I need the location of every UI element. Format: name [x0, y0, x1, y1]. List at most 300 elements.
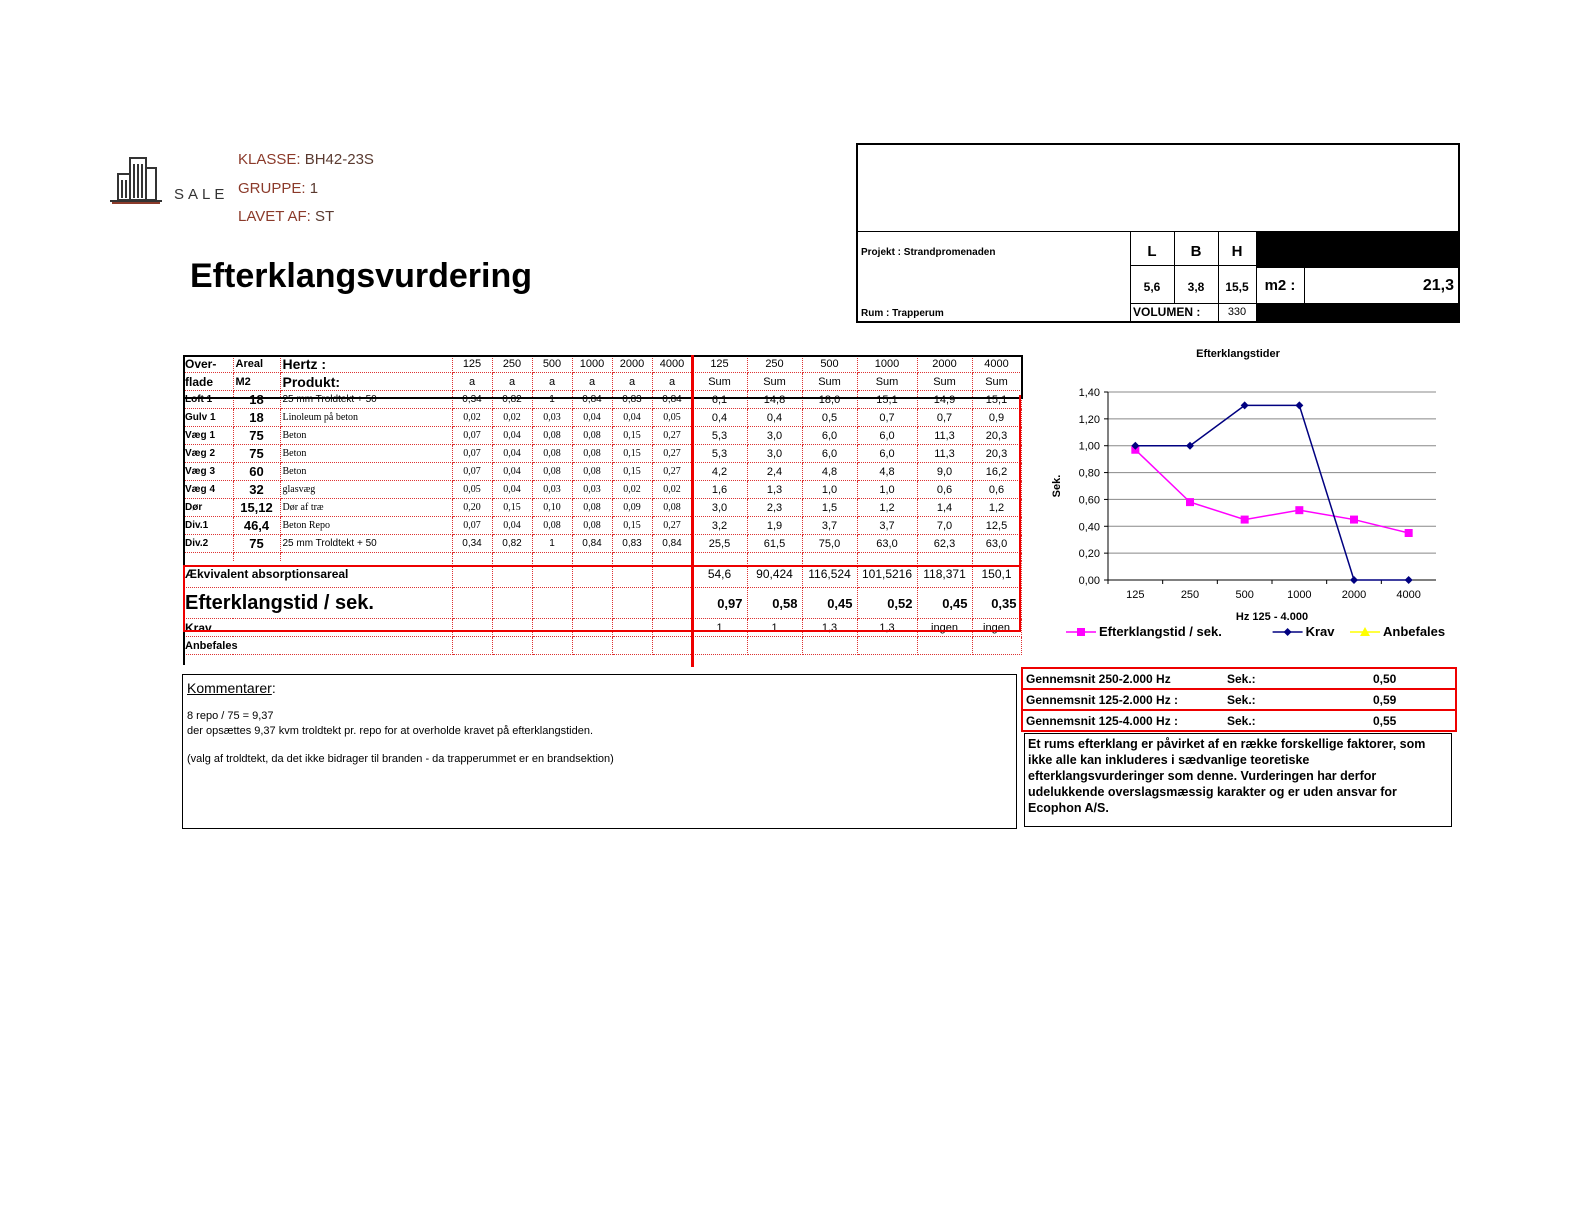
absorption-coefficient: 0,07 [452, 463, 492, 481]
table-cell [747, 553, 802, 562]
absorption-coefficient: 0,02 [452, 409, 492, 427]
sum-header: Sum [972, 373, 1021, 391]
spacer-row [183, 553, 1021, 562]
absorption-sum: 9,0 [917, 463, 972, 481]
absorption-coefficient: 0,27 [652, 517, 692, 535]
table-cell [492, 619, 532, 637]
absorption-coefficient: 0,84 [652, 391, 692, 409]
x-axis-label: Hz 125 - 4.000 [1235, 611, 1309, 623]
average-value: 0,55 [1373, 713, 1397, 728]
surface-area: 60 [233, 463, 280, 481]
absorption-sum: 75,0 [802, 535, 857, 553]
table-cell [492, 553, 532, 562]
col-header-m2: M2 [233, 373, 280, 391]
absorption-sum: 0,4 [747, 409, 802, 427]
absorption-sum: 18,0 [802, 391, 857, 409]
table-cell [612, 553, 652, 562]
x-tick-label: 4000 [1396, 589, 1421, 601]
surface-name: Div.2 [183, 535, 233, 553]
table-cell [917, 637, 972, 655]
absorption-sum: 6,0 [857, 427, 917, 445]
room-name: Rum : Trapperum [861, 308, 944, 319]
surface-name: Dør [183, 499, 233, 517]
reverberation-time-value: 0,58 [747, 588, 802, 619]
absorption-coefficient: 0,07 [452, 517, 492, 535]
y-tick-label: 0,60 [1078, 494, 1100, 507]
comments-title-line [187, 680, 276, 696]
absorption-coefficient: 0,04 [572, 409, 612, 427]
H-label: H [1231, 243, 1243, 260]
requirement-row [183, 619, 1021, 637]
absorption-sum: 0,4 [692, 409, 747, 427]
requirement-value: 1 [747, 619, 802, 637]
table-cell [452, 637, 492, 655]
freq-header-sum: 2000 [917, 355, 972, 373]
average-unit: Sek.: [1227, 713, 1256, 728]
absorption-sum: 11,3 [917, 427, 972, 445]
data-point [1295, 401, 1303, 409]
surface-area: 32 [233, 481, 280, 499]
a-header: a [492, 373, 532, 391]
absorption-sum: 15,1 [972, 391, 1021, 409]
y-tick-label: 1,00 [1078, 440, 1100, 453]
y-tick-label: 1,40 [1078, 387, 1100, 399]
volumen-value: 330 [1227, 306, 1247, 318]
absorption-coefficient: 0,04 [492, 445, 532, 463]
surface-product: Dør af træ [280, 499, 452, 517]
freq-header-a: 125 [452, 355, 492, 373]
absorption-coefficient: 0,08 [572, 463, 612, 481]
equivalent-absorption-row [183, 561, 1021, 588]
table-cell [572, 619, 612, 637]
absorption-sum: 5,3 [692, 445, 747, 463]
absorption-sum: 14,8 [747, 391, 802, 409]
equivalent-absorption-value: 101,5216 [857, 561, 917, 588]
absorption-coefficient: 0,15 [492, 499, 532, 517]
absorption-sum: 1,4 [917, 499, 972, 517]
absorption-coefficient: 0,04 [492, 481, 532, 499]
y-axis-label: Sek. [1051, 474, 1063, 498]
table-cell [492, 637, 532, 655]
table-cell [492, 561, 532, 588]
surface-name: Væg 3 [183, 463, 233, 481]
surface-area: 46,4 [233, 517, 280, 535]
table-row [183, 427, 1021, 445]
requirement-value: 1,3 [857, 619, 917, 637]
freq-header-sum: 125 [692, 355, 747, 373]
surface-product: Beton Repo [280, 517, 452, 535]
table-cell [652, 588, 692, 619]
data-point [1405, 576, 1413, 584]
sum-header: Sum [802, 373, 857, 391]
a-header: a [532, 373, 572, 391]
absorption-sum: 0,7 [917, 409, 972, 427]
equivalent-absorption-label: Ækvivalent absorptionsareal [183, 561, 452, 588]
data-point [1350, 516, 1358, 524]
building-logo-icon [108, 154, 168, 206]
table-cell [917, 553, 972, 562]
absorption-sum: 11,3 [917, 445, 972, 463]
equivalent-absorption-value: 116,524 [802, 561, 857, 588]
disclaimer: Et rums efterklang er påvirket af en række forskellige faktorer, som ikke alle kan inkluderes i sædvanlige teoretiske efterklangsvurderinger som denne. Vurderingen har derfor udelukkende overslagsmæssig karakter og er uden ansvar for Ecophon A/S. [1024, 733, 1452, 827]
lavet-label: LAVET AF: [238, 208, 311, 225]
surface-product: 25 mm Troldtekt + 50 [280, 535, 452, 553]
absorption-table [183, 355, 1021, 655]
y-tick-label: 0,80 [1078, 467, 1100, 480]
absorption-coefficient: 0,08 [532, 463, 572, 481]
absorption-sum: 4,8 [802, 463, 857, 481]
absorption-sum: 1,0 [802, 481, 857, 499]
absorption-coefficient: 0,04 [492, 427, 532, 445]
freq-header-a: 4000 [652, 355, 692, 373]
absorption-sum: 6,1 [692, 391, 747, 409]
equivalent-absorption-value: 90,424 [747, 561, 802, 588]
table-cell [532, 588, 572, 619]
absorption-coefficient: 0,03 [532, 409, 572, 427]
absorption-coefficient: 0,02 [612, 481, 652, 499]
table-cell [612, 637, 652, 655]
klasse-value: BH42-23S [304, 151, 374, 168]
legend-label: Anbefales [1383, 624, 1446, 639]
gruppe-label: GRUPPE: [238, 180, 306, 197]
absorption-coefficient: 0,05 [652, 409, 692, 427]
table-cell [652, 561, 692, 588]
requirement-value: 1,3 [802, 619, 857, 637]
table-row [183, 391, 1021, 409]
freq-header-sum: 4000 [972, 355, 1021, 373]
surface-area: 18 [233, 391, 280, 409]
absorption-coefficient: 0,02 [492, 409, 532, 427]
absorption-coefficient: 0,82 [492, 391, 532, 409]
surface-product: glasvæg [280, 481, 452, 499]
chart-title: Efterklangstider [1196, 348, 1280, 360]
average-unit: Sek.: [1227, 671, 1256, 686]
absorption-sum: 61,5 [747, 535, 802, 553]
reverberation-time-value: 0,97 [692, 588, 747, 619]
absorption-sum: 3,7 [802, 517, 857, 535]
average-row [1022, 710, 1456, 731]
data-point [1405, 529, 1413, 537]
m2-label: m2 : [1264, 277, 1296, 294]
table-cell [857, 637, 917, 655]
requirement-value: 1 [692, 619, 747, 637]
absorption-coefficient: 1 [532, 391, 572, 409]
absorption-sum: 20,3 [972, 445, 1021, 463]
table-cell [532, 637, 572, 655]
freq-header-a: 500 [532, 355, 572, 373]
table-row [183, 499, 1021, 517]
surface-area: 75 [233, 427, 280, 445]
absorption-coefficient: 0,07 [452, 445, 492, 463]
average-value: 0,59 [1373, 692, 1397, 707]
comments-colon: : [271, 680, 276, 696]
volumen-label: VOLUMEN : [1133, 305, 1201, 319]
x-tick-label: 2000 [1341, 589, 1367, 601]
absorption-coefficient: 0,08 [652, 499, 692, 517]
absorption-coefficient: 0,27 [652, 463, 692, 481]
series-line [1135, 450, 1408, 533]
absorption-sum: 6,0 [857, 445, 917, 463]
recommended-label: Anbefales [183, 637, 452, 655]
absorption-sum: 63,0 [857, 535, 917, 553]
freq-header-sum: 250 [747, 355, 802, 373]
freq-header-sum: 500 [802, 355, 857, 373]
table-cell [492, 588, 532, 619]
legend-marker [1077, 628, 1085, 636]
freq-header-a: 2000 [612, 355, 652, 373]
average-label: Gennemsnit 125-2.000 Hz : [1026, 692, 1179, 707]
surface-product: Beton [280, 445, 452, 463]
surface-name: Gulv 1 [183, 409, 233, 427]
reverb-chart [1040, 340, 1450, 650]
y-tick-label: 0,40 [1078, 521, 1100, 534]
absorption-sum: 0,9 [972, 409, 1021, 427]
absorption-sum: 6,0 [802, 427, 857, 445]
average-row [1022, 689, 1456, 710]
table-cell [183, 553, 233, 562]
table-cell [972, 637, 1021, 655]
reverberation-time-row [183, 588, 1021, 619]
table-row [183, 463, 1021, 481]
absorption-sum: 2,4 [747, 463, 802, 481]
a-header: a [652, 373, 692, 391]
surface-name: Væg 4 [183, 481, 233, 499]
absorption-coefficient: 0,08 [572, 517, 612, 535]
table-cell [857, 553, 917, 562]
absorption-sum: 12,5 [972, 517, 1021, 535]
absorption-coefficient: 0,27 [652, 427, 692, 445]
table-cell [233, 553, 280, 562]
y-tick-label: 1,20 [1078, 413, 1100, 426]
absorption-coefficient: 0,08 [572, 427, 612, 445]
absorption-coefficient: 0,05 [452, 481, 492, 499]
table-row [183, 535, 1021, 553]
surface-product: 25 mm Troldtekt + 50 [280, 391, 452, 409]
data-point [1295, 506, 1303, 514]
table-cell [612, 561, 652, 588]
page-title: Efterklangsvurdering [190, 257, 532, 295]
table-cell [747, 637, 802, 655]
absorption-sum: 0,5 [802, 409, 857, 427]
surface-area: 75 [233, 535, 280, 553]
absorption-coefficient: 0,04 [492, 463, 532, 481]
absorption-sum: 25,5 [692, 535, 747, 553]
absorption-coefficient: 0,84 [572, 535, 612, 553]
absorption-sum: 20,3 [972, 427, 1021, 445]
absorption-sum: 1,6 [692, 481, 747, 499]
absorption-coefficient: 0,83 [612, 391, 652, 409]
absorption-sum: 1,2 [857, 499, 917, 517]
absorption-coefficient: 0,08 [532, 517, 572, 535]
table-row [183, 481, 1021, 499]
table-row [183, 409, 1021, 427]
B-label: B [1190, 243, 1202, 260]
x-tick-label: 1000 [1287, 589, 1312, 601]
freq-header-a: 250 [492, 355, 532, 373]
table-cell [802, 637, 857, 655]
legend-label: Efterklangstid / sek. [1099, 624, 1222, 639]
absorption-sum: 4,8 [857, 463, 917, 481]
absorption-coefficient: 0,08 [532, 445, 572, 463]
absorption-coefficient: 0,27 [652, 445, 692, 463]
table-row [183, 445, 1021, 463]
H-value: 15,5 [1225, 280, 1249, 294]
table-cell [692, 637, 747, 655]
reverberation-time-value: 0,45 [802, 588, 857, 619]
sum-header: Sum [692, 373, 747, 391]
x-tick-label: 500 [1235, 589, 1254, 601]
table-cell [612, 619, 652, 637]
averages-table [1021, 667, 1457, 732]
absorption-sum: 0,6 [917, 481, 972, 499]
absorption-sum: 1,9 [747, 517, 802, 535]
equivalent-absorption-value: 118,371 [917, 561, 972, 588]
series-line [1135, 405, 1408, 580]
table-cell [572, 561, 612, 588]
table-cell [452, 553, 492, 562]
absorption-coefficient: 0,09 [612, 499, 652, 517]
absorption-sum: 3,0 [692, 499, 747, 517]
absorption-coefficient: 0,84 [572, 391, 612, 409]
logo-text: SALE [174, 186, 229, 203]
surface-name: Væg 1 [183, 427, 233, 445]
absorption-sum: 63,0 [972, 535, 1021, 553]
absorption-sum: 7,0 [917, 517, 972, 535]
table-cell [532, 561, 572, 588]
freq-header-sum: 1000 [857, 355, 917, 373]
absorption-coefficient: 0,08 [572, 499, 612, 517]
freq-header-a: 1000 [572, 355, 612, 373]
B-value: 3,8 [1187, 280, 1205, 294]
table-cell [572, 637, 612, 655]
absorption-coefficient: 0,15 [612, 445, 652, 463]
absorption-sum: 3,2 [692, 517, 747, 535]
y-tick-label: 0,00 [1078, 575, 1100, 587]
legend-label: Krav [1305, 624, 1335, 639]
absorption-coefficient: 0,04 [612, 409, 652, 427]
absorption-coefficient: 0,34 [452, 535, 492, 553]
data-point [1350, 576, 1358, 584]
average-label: Gennemsnit 250-2.000 Hz [1026, 671, 1171, 686]
m2-value: 21,3 [1422, 277, 1454, 294]
absorption-sum: 1,3 [747, 481, 802, 499]
table-cell [532, 619, 572, 637]
absorption-sum: 6,0 [802, 445, 857, 463]
table-cell [652, 637, 692, 655]
absorption-sum: 0,6 [972, 481, 1021, 499]
absorption-sum: 3,0 [747, 445, 802, 463]
table-cell [452, 588, 492, 619]
absorption-sum: 1,0 [857, 481, 917, 499]
absorption-coefficient: 0,34 [452, 391, 492, 409]
sum-header: Sum [857, 373, 917, 391]
table-cell [532, 553, 572, 562]
absorption-coefficient: 0,08 [572, 445, 612, 463]
equivalent-absorption-value: 54,6 [692, 561, 747, 588]
sum-header: Sum [747, 373, 802, 391]
average-label: Gennemsnit 125-4.000 Hz : [1026, 713, 1179, 728]
y-tick-label: 0,20 [1078, 548, 1100, 561]
col-header-overflade: Over- [183, 355, 233, 373]
col-header-hertz: Hertz : [280, 355, 452, 373]
klasse-line [238, 151, 374, 168]
a-header: a [452, 373, 492, 391]
absorption-coefficient: 1 [532, 535, 572, 553]
gruppe-value: 1 [309, 180, 319, 197]
absorption-sum: 62,3 [917, 535, 972, 553]
table-cell [452, 619, 492, 637]
absorption-sum: 14,9 [917, 391, 972, 409]
gruppe-line [238, 180, 318, 197]
reverberation-time-value: 0,52 [857, 588, 917, 619]
table-cell [692, 553, 747, 562]
requirement-label: Krav [183, 619, 452, 637]
absorption-coefficient: 0,04 [492, 517, 532, 535]
lavet-value: ST [314, 208, 335, 225]
reverberation-time-value: 0,45 [917, 588, 972, 619]
surface-name: Loft 1 [183, 391, 233, 409]
L-value: 5,6 [1143, 280, 1161, 294]
absorption-sum: 2,3 [747, 499, 802, 517]
surface-name: Div.1 [183, 517, 233, 535]
data-point [1186, 498, 1194, 506]
surface-area: 75 [233, 445, 280, 463]
table-cell [612, 588, 652, 619]
absorption-sum: 1,2 [972, 499, 1021, 517]
surface-product: Beton [280, 427, 452, 445]
average-unit: Sek.: [1227, 692, 1256, 707]
reverberation-time-value: 0,35 [972, 588, 1021, 619]
L-label: L [1147, 243, 1157, 260]
col-header-produkt: Produkt: [280, 373, 452, 391]
table-cell [280, 553, 452, 562]
table-cell [972, 553, 1021, 562]
absorption-sum: 4,2 [692, 463, 747, 481]
col-header-flade: flade [183, 373, 233, 391]
absorption-coefficient: 0,83 [612, 535, 652, 553]
absorption-sum: 5,3 [692, 427, 747, 445]
table-cell [572, 553, 612, 562]
table-row [183, 517, 1021, 535]
comment-line-3: (valg af troldtekt, da det ikke bidrager til branden - da trapperummet er en brandsektion) [187, 753, 614, 765]
surface-product: Linoleum på beton [280, 409, 452, 427]
surface-area: 15,12 [233, 499, 280, 517]
data-point [1241, 516, 1249, 524]
surface-area: 18 [233, 409, 280, 427]
sum-header: Sum [917, 373, 972, 391]
absorption-coefficient: 0,15 [612, 517, 652, 535]
table-cell [652, 619, 692, 637]
comment-line-1: 8 repo / 75 = 9,37 [187, 710, 274, 722]
absorption-coefficient: 0,84 [652, 535, 692, 553]
absorption-coefficient: 0,03 [532, 481, 572, 499]
absorption-coefficient: 0,03 [572, 481, 612, 499]
equivalent-absorption-value: 150,1 [972, 561, 1021, 588]
average-row [1022, 668, 1456, 689]
absorption-coefficient: 0,07 [452, 427, 492, 445]
requirement-value: ingen [917, 619, 972, 637]
lavet-line [238, 208, 334, 225]
table-cell [572, 588, 612, 619]
absorption-sum: 3,0 [747, 427, 802, 445]
absorption-sum: 0,7 [857, 409, 917, 427]
recommended-row [183, 637, 1021, 655]
absorption-coefficient: 0,15 [612, 463, 652, 481]
absorption-sum: 1,5 [802, 499, 857, 517]
logo [108, 154, 228, 206]
header-row-2 [183, 373, 1021, 391]
a-header: a [572, 373, 612, 391]
